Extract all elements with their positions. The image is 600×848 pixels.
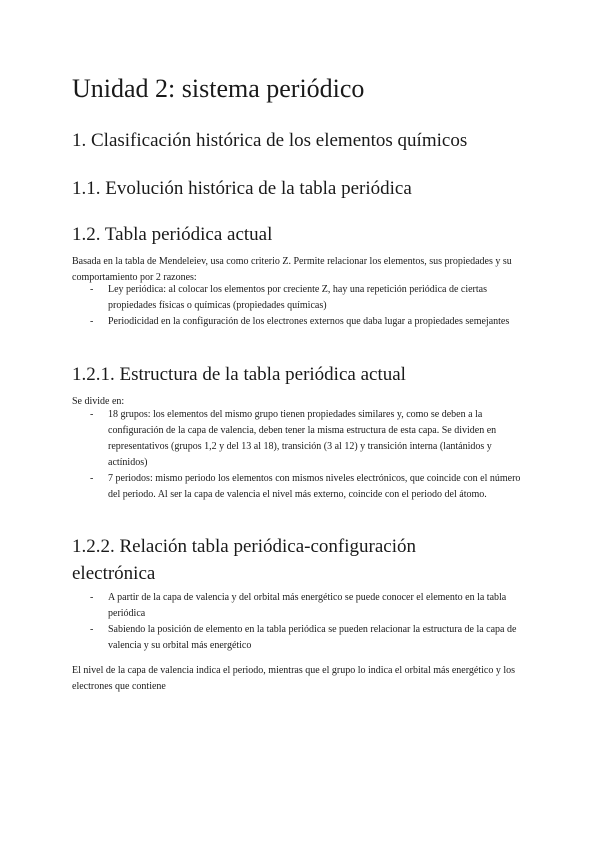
dash-bullet: - bbox=[90, 624, 94, 635]
dash-bullet: - bbox=[90, 592, 94, 603]
dash-bullet: - bbox=[90, 409, 94, 420]
list-item-text: Periodicidad en la configuración de los electrones externos que daba lugar a propiedades semejantes bbox=[108, 316, 510, 327]
section-1-2-2-closing: El nivel de la capa de valencia indica el periodo, mientras que el grupo lo indica el orbital más energético y los electrones que contiene bbox=[72, 665, 515, 692]
page-title: Unidad 2: sistema periódico bbox=[72, 74, 365, 103]
list-item bbox=[72, 622, 528, 654]
section-1-2-intro: Basada en la tabla de Mendeleiev, usa como criterio Z. Permite relacionar los elementos, sus propiedades y su comportamiento por 2 razones: bbox=[72, 256, 512, 283]
list-item-text: Ley periódica: al colocar los elementos por creciente Z, hay una repetición periódica de ciertas propiedades físicas o químicas (propiedades químicas) bbox=[108, 284, 487, 311]
section-1-2-1-list bbox=[72, 407, 528, 503]
section-heading-1-2-1: 1.2.1. Estructura de la tabla periódica actual bbox=[72, 364, 406, 385]
list-item bbox=[72, 407, 528, 471]
dash-bullet: - bbox=[90, 473, 94, 484]
list-item-text: A partir de la capa de valencia y del orbital más energético se puede conocer el elemento en la tabla periódica bbox=[108, 592, 507, 619]
section-heading-1-1: 1.1. Evolución histórica de la tabla periódica bbox=[72, 178, 412, 199]
dash-bullet: - bbox=[90, 316, 94, 327]
list-item bbox=[72, 314, 528, 330]
list-item bbox=[72, 471, 528, 503]
list-item bbox=[72, 590, 528, 622]
section-1-2-2-list bbox=[72, 590, 528, 654]
dash-bullet: - bbox=[90, 284, 94, 295]
section-heading-1-2: 1.2. Tabla periódica actual bbox=[72, 224, 273, 245]
section-1-2-list bbox=[72, 282, 528, 330]
list-item bbox=[72, 282, 528, 314]
list-item-text: 7 periodos: mismo periodo los elementos con mismos niveles electrónicos, que coincide con el número del periodo. Al ser la capa de valencia el nivel más externo, coincide con el periodo del átomo. bbox=[108, 473, 521, 500]
list-item-text: 18 grupos: los elementos del mismo grupo tienen propiedades similares y, como se deben a la configuración de la capa de valencia, deben tener la misma estructura de esta capa. Se dividen en representativos (grupos 1,2 y del 13 al 18), transición (3 al 12) y transición interna (lantánidos y actínidos) bbox=[108, 409, 497, 468]
list-item-text: Sabiendo la posición de elemento en la tabla periódica se pueden relacionar la estructura de la capa de valencia y su orbital más energético bbox=[108, 624, 517, 651]
section-1-2-1-intro: Se divide en: bbox=[72, 396, 125, 407]
section-heading-1-2-2: 1.2.2. Relación tabla periódica-configuración electrónica bbox=[72, 536, 416, 584]
section-heading-1: 1. Clasificación histórica de los elementos químicos bbox=[72, 130, 468, 151]
